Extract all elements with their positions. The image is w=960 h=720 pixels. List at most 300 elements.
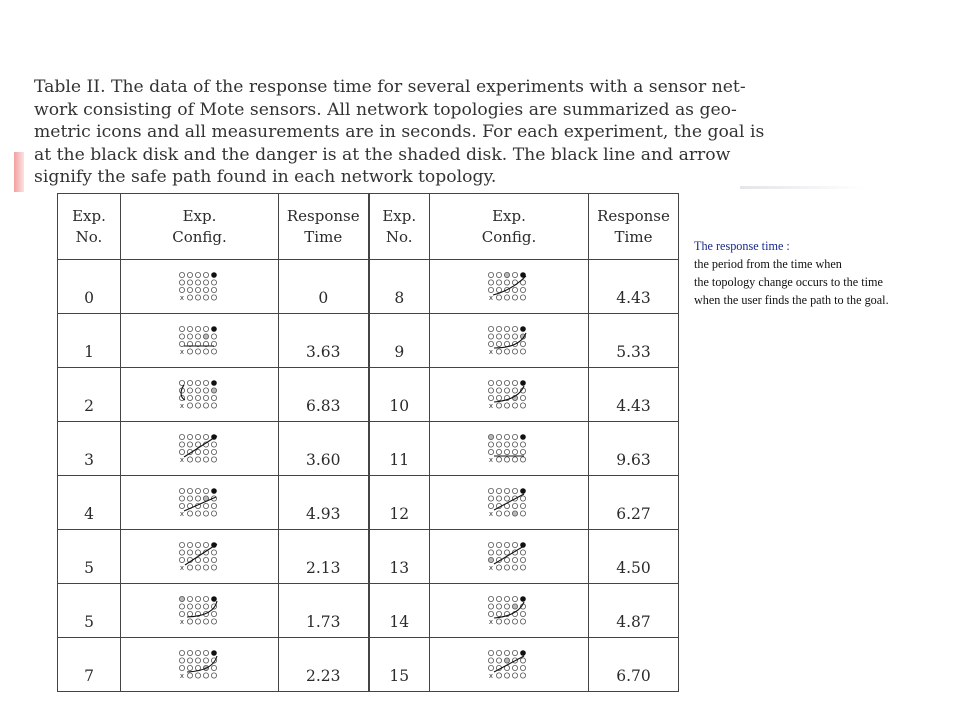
network-topology-icon: [486, 647, 532, 683]
sensor-node: [496, 380, 501, 385]
danger-node: [488, 557, 493, 562]
exp-config-cell: [430, 314, 589, 368]
response-time-cell: 3.60: [279, 422, 369, 476]
sensor-node: [187, 488, 192, 493]
sensor-node: [195, 294, 200, 299]
sensor-node: [211, 441, 216, 446]
user-marker: x: [179, 509, 184, 518]
sensor-node: [520, 341, 525, 346]
exp-config-cell: [121, 260, 279, 314]
sensor-node: [496, 326, 501, 331]
sensor-node: [512, 542, 517, 547]
sensor-node: [512, 650, 517, 655]
sensor-node: [504, 387, 509, 392]
sensor-node: [488, 279, 493, 284]
sensor-node: [187, 402, 192, 407]
sensor-node: [179, 333, 184, 338]
sensor-node: [187, 603, 192, 608]
sensor-node: [187, 672, 192, 677]
response-time-cell: 4.93: [279, 476, 369, 530]
sensor-node: [488, 657, 493, 662]
sensor-node: [203, 387, 208, 392]
sensor-node: [488, 341, 493, 346]
sensor-node: [211, 402, 216, 407]
network-topology-icon: [177, 431, 223, 467]
sensor-node: [496, 287, 501, 292]
sensor-node: [187, 395, 192, 400]
danger-node: [512, 510, 517, 515]
network-topology-icon: [177, 485, 223, 521]
sensor-node: [520, 456, 525, 461]
user-marker: x: [179, 671, 184, 680]
sensor-node: [504, 333, 509, 338]
sensor-node: [179, 272, 184, 277]
sensor-node: [187, 434, 192, 439]
sensor-node: [195, 348, 200, 353]
sensor-node: [179, 434, 184, 439]
network-topology-icon: [486, 431, 532, 467]
sensor-node: [211, 348, 216, 353]
sensor-node: [211, 279, 216, 284]
sensor-node: [512, 665, 517, 670]
sensor-node: [211, 287, 216, 292]
sensor-node: [496, 279, 501, 284]
sensor-node: [187, 564, 192, 569]
sensor-node: [520, 557, 525, 562]
sensor-node: [496, 549, 501, 554]
sensor-node: [504, 495, 509, 500]
sensor-node: [520, 441, 525, 446]
sensor-node: [504, 549, 509, 554]
sensor-node: [488, 441, 493, 446]
sensor-node: [488, 488, 493, 493]
sensor-node: [496, 294, 501, 299]
sensor-node: [488, 380, 493, 385]
sensor-node: [512, 272, 517, 277]
sensor-node: [187, 348, 192, 353]
sensor-node: [195, 395, 200, 400]
goal-node: [211, 380, 217, 386]
response-time-cell: 2.23: [279, 638, 369, 692]
sensor-node: [187, 333, 192, 338]
sensor-node: [211, 564, 216, 569]
response-time-cell: 1.73: [279, 584, 369, 638]
sensor-node: [488, 596, 493, 601]
caption-line: Table II. The data of the response time for several experiments with a sensor net-: [34, 77, 746, 97]
sensor-node: [195, 650, 200, 655]
exp-config-cell: [121, 638, 279, 692]
network-topology-icon: [486, 485, 532, 521]
sensor-node: [504, 380, 509, 385]
sensor-node: [496, 434, 501, 439]
sensor-node: [211, 611, 216, 616]
sensor-node: [203, 434, 208, 439]
exp-config-cell: [430, 638, 589, 692]
sensor-node: [520, 294, 525, 299]
table-row: [58, 530, 679, 584]
sensor-node: [496, 488, 501, 493]
sensor-node: [187, 387, 192, 392]
exp-no-cell: 5: [58, 530, 121, 584]
sensor-node: [488, 542, 493, 547]
sensor-node: [211, 618, 216, 623]
exp-no-cell: 8: [369, 260, 430, 314]
sensor-node: [496, 603, 501, 608]
sensor-node: [187, 441, 192, 446]
network-topology-icon: [177, 269, 223, 305]
sensor-node: [520, 672, 525, 677]
header-exp-no: Exp. No.: [58, 194, 121, 260]
sensor-node: [512, 557, 517, 562]
sensor-node: [488, 603, 493, 608]
sensor-node: [179, 503, 184, 508]
sensor-node: [187, 611, 192, 616]
sensor-node: [211, 549, 216, 554]
sensor-node: [496, 348, 501, 353]
sensor-node: [187, 549, 192, 554]
sensor-node: [488, 495, 493, 500]
sensor-node: [187, 294, 192, 299]
table-caption: [34, 76, 765, 189]
sensor-node: [488, 650, 493, 655]
goal-node: [520, 488, 526, 494]
sensor-node: [179, 657, 184, 662]
header-response-time: Response Time: [589, 194, 679, 260]
goal-node: [520, 596, 526, 602]
goal-node: [520, 380, 526, 386]
sensor-node: [504, 672, 509, 677]
sensor-node: [504, 348, 509, 353]
sensor-node: [195, 564, 200, 569]
exp-no-cell: 13: [369, 530, 430, 584]
sensor-node: [195, 272, 200, 277]
sensor-node: [195, 326, 200, 331]
sensor-node: [195, 618, 200, 623]
sensor-node: [187, 326, 192, 331]
sensor-node: [488, 611, 493, 616]
exp-config-cell: [121, 422, 279, 476]
user-marker: x: [179, 293, 184, 302]
sensor-node: [195, 333, 200, 338]
sensor-node: [211, 449, 216, 454]
sensor-node: [488, 326, 493, 331]
note-line: the topology change occurs to the time: [694, 275, 883, 289]
sensor-node: [179, 665, 184, 670]
sensor-node: [520, 618, 525, 623]
goal-node: [520, 650, 526, 656]
header-exp-no: Exp. No.: [369, 194, 430, 260]
sensor-node: [488, 287, 493, 292]
sensor-node: [504, 434, 509, 439]
sensor-node: [504, 341, 509, 346]
exp-no-cell: 3: [58, 422, 121, 476]
sensor-node: [512, 618, 517, 623]
sensor-node: [520, 495, 525, 500]
sensor-node: [520, 449, 525, 454]
sensor-node: [496, 495, 501, 500]
response-time-cell: 6.70: [589, 638, 679, 692]
sensor-node: [512, 380, 517, 385]
sensor-node: [496, 657, 501, 662]
table-row: [58, 638, 679, 692]
user-marker: x: [488, 293, 494, 302]
sensor-node: [520, 510, 525, 515]
sensor-node: [512, 348, 517, 353]
exp-no-cell: 15: [369, 638, 430, 692]
sensor-node: [504, 456, 509, 461]
network-topology-icon: [177, 377, 223, 413]
sensor-node: [211, 503, 216, 508]
sensor-node: [211, 294, 216, 299]
network-topology-icon: [177, 593, 223, 629]
network-topology-icon: [486, 593, 532, 629]
sensor-node: [496, 672, 501, 677]
sensor-node: [488, 549, 493, 554]
sensor-node: [520, 503, 525, 508]
sensor-node: [203, 449, 208, 454]
sensor-node: [195, 510, 200, 515]
sensor-node: [187, 272, 192, 277]
sensor-node: [195, 549, 200, 554]
exp-config-cell: [430, 584, 589, 638]
sensor-node: [203, 510, 208, 515]
sensor-node: [504, 510, 509, 515]
danger-node: [203, 333, 208, 338]
sensor-node: [179, 488, 184, 493]
sensor-node: [512, 333, 517, 338]
table-row: [58, 584, 679, 638]
sensor-node: [504, 564, 509, 569]
sensor-node: [496, 341, 501, 346]
table-body: [58, 260, 679, 692]
user-marker: x: [488, 347, 494, 356]
sensor-node: [488, 665, 493, 670]
exp-no-cell: 9: [369, 314, 430, 368]
table-row: [58, 476, 679, 530]
sensor-node: [496, 402, 501, 407]
sensor-node: [195, 449, 200, 454]
sensor-node: [504, 488, 509, 493]
sensor-node: [520, 348, 525, 353]
exp-config-cell: [430, 260, 589, 314]
sensor-node: [496, 333, 501, 338]
exp-no-cell: 11: [369, 422, 430, 476]
sensor-node: [187, 665, 192, 670]
sensor-node: [187, 650, 192, 655]
exp-config-cell: [430, 530, 589, 584]
header-exp-config: Exp. Config.: [430, 194, 589, 260]
sensor-node: [179, 495, 184, 500]
network-topology-icon: [486, 377, 532, 413]
sensor-node: [203, 564, 208, 569]
sensor-node: [496, 596, 501, 601]
sensor-node: [488, 503, 493, 508]
sensor-node: [520, 549, 525, 554]
sensor-node: [520, 564, 525, 569]
exp-no-cell: 7: [58, 638, 121, 692]
sensor-node: [203, 542, 208, 547]
sensor-node: [203, 326, 208, 331]
sensor-node: [211, 333, 216, 338]
sensor-node: [496, 441, 501, 446]
sensor-node: [496, 272, 501, 277]
sensor-node: [211, 510, 216, 515]
sensor-node: [512, 672, 517, 677]
exp-config-cell: [121, 314, 279, 368]
sensor-node: [488, 333, 493, 338]
sensor-node: [211, 557, 216, 562]
network-topology-icon: [177, 323, 223, 359]
sensor-node: [496, 387, 501, 392]
danger-node: [211, 387, 216, 392]
network-topology-icon: [486, 539, 532, 575]
sensor-node: [195, 287, 200, 292]
sensor-node: [195, 387, 200, 392]
sensor-node: [520, 287, 525, 292]
sensor-node: [211, 665, 216, 670]
response-time-table: [57, 193, 679, 692]
sensor-node: [203, 287, 208, 292]
sensor-node: [512, 434, 517, 439]
goal-node: [211, 326, 217, 332]
sensor-node: [504, 650, 509, 655]
sensor-node: [187, 510, 192, 515]
sensor-node: [195, 603, 200, 608]
sensor-node: [520, 657, 525, 662]
sensor-node: [504, 542, 509, 547]
header-exp-config: Exp. Config.: [121, 194, 279, 260]
user-marker: x: [179, 563, 184, 572]
sensor-node: [512, 387, 517, 392]
sensor-node: [512, 456, 517, 461]
sensor-node: [195, 279, 200, 284]
sensor-node: [512, 449, 517, 454]
response-time-cell: 4.43: [589, 260, 679, 314]
sensor-node: [504, 449, 509, 454]
sensor-node: [187, 657, 192, 662]
sensor-node: [203, 657, 208, 662]
danger-node: [504, 657, 509, 662]
table-row: [58, 368, 679, 422]
faint-divider: [740, 186, 865, 189]
sensor-node: [496, 456, 501, 461]
user-marker: x: [179, 455, 184, 464]
slide-accent-bar: [14, 152, 24, 192]
caption-line: at the black disk and the danger is at the shaded disk. The black line and arrow: [34, 144, 731, 165]
exp-no-cell: 10: [369, 368, 430, 422]
sensor-node: [512, 441, 517, 446]
response-time-cell: 9.63: [589, 422, 679, 476]
sensor-node: [203, 348, 208, 353]
sensor-node: [211, 456, 216, 461]
exp-config-cell: [430, 368, 589, 422]
sensor-node: [504, 279, 509, 284]
sensor-node: [496, 510, 501, 515]
sensor-node: [512, 287, 517, 292]
sensor-node: [504, 441, 509, 446]
sensor-node: [203, 603, 208, 608]
exp-config-cell: [121, 584, 279, 638]
sensor-node: [203, 272, 208, 277]
sensor-node: [496, 395, 501, 400]
sensor-node: [195, 456, 200, 461]
sensor-node: [496, 611, 501, 616]
sensor-node: [496, 650, 501, 655]
response-time-cell: 4.87: [589, 584, 679, 638]
sensor-node: [203, 279, 208, 284]
sensor-node: [512, 503, 517, 508]
goal-node: [520, 434, 526, 440]
danger-node: [179, 596, 184, 601]
goal-node: [211, 272, 217, 278]
sensor-node: [187, 542, 192, 547]
response-time-note: [694, 237, 956, 309]
sensor-node: [179, 542, 184, 547]
network-topology-icon: [486, 323, 532, 359]
sensor-node: [496, 564, 501, 569]
header-response-time: Response Time: [279, 194, 369, 260]
sensor-node: [179, 287, 184, 292]
sensor-node: [179, 449, 184, 454]
user-marker: x: [488, 671, 494, 680]
sensor-node: [187, 279, 192, 284]
user-marker: x: [488, 617, 494, 626]
sensor-node: [512, 402, 517, 407]
sensor-node: [179, 557, 184, 562]
sensor-node: [504, 294, 509, 299]
table-header-row: [58, 194, 679, 260]
sensor-node: [520, 611, 525, 616]
sensor-node: [195, 495, 200, 500]
sensor-node: [203, 596, 208, 601]
response-time-cell: 6.83: [279, 368, 369, 422]
sensor-node: [203, 456, 208, 461]
goal-node: [211, 596, 217, 602]
response-time-cell: 2.13: [279, 530, 369, 584]
sensor-node: [179, 341, 184, 346]
response-time-cell: 6.27: [589, 476, 679, 530]
sensor-node: [187, 495, 192, 500]
table-row: [58, 260, 679, 314]
goal-node: [211, 488, 217, 494]
sensor-node: [203, 618, 208, 623]
sensor-node: [520, 402, 525, 407]
sensor-node: [496, 542, 501, 547]
sensor-node: [488, 395, 493, 400]
goal-node: [520, 326, 526, 332]
exp-no-cell: 4: [58, 476, 121, 530]
sensor-node: [179, 380, 184, 385]
network-topology-icon: [177, 647, 223, 683]
sensor-node: [203, 488, 208, 493]
table-row: [58, 314, 679, 368]
sensor-node: [195, 402, 200, 407]
sensor-node: [195, 657, 200, 662]
exp-no-cell: 1: [58, 314, 121, 368]
goal-node: [211, 650, 217, 656]
exp-config-cell: [121, 368, 279, 422]
danger-node: [504, 272, 509, 277]
sensor-node: [195, 488, 200, 493]
response-time-cell: 4.50: [589, 530, 679, 584]
caption-line: metric icons and all measurements are in seconds. For each experiment, the goal is: [34, 122, 765, 142]
exp-config-cell: [430, 476, 589, 530]
sensor-node: [179, 603, 184, 608]
sensor-node: [203, 294, 208, 299]
sensor-node: [496, 449, 501, 454]
sensor-node: [203, 503, 208, 508]
sensor-node: [203, 650, 208, 655]
